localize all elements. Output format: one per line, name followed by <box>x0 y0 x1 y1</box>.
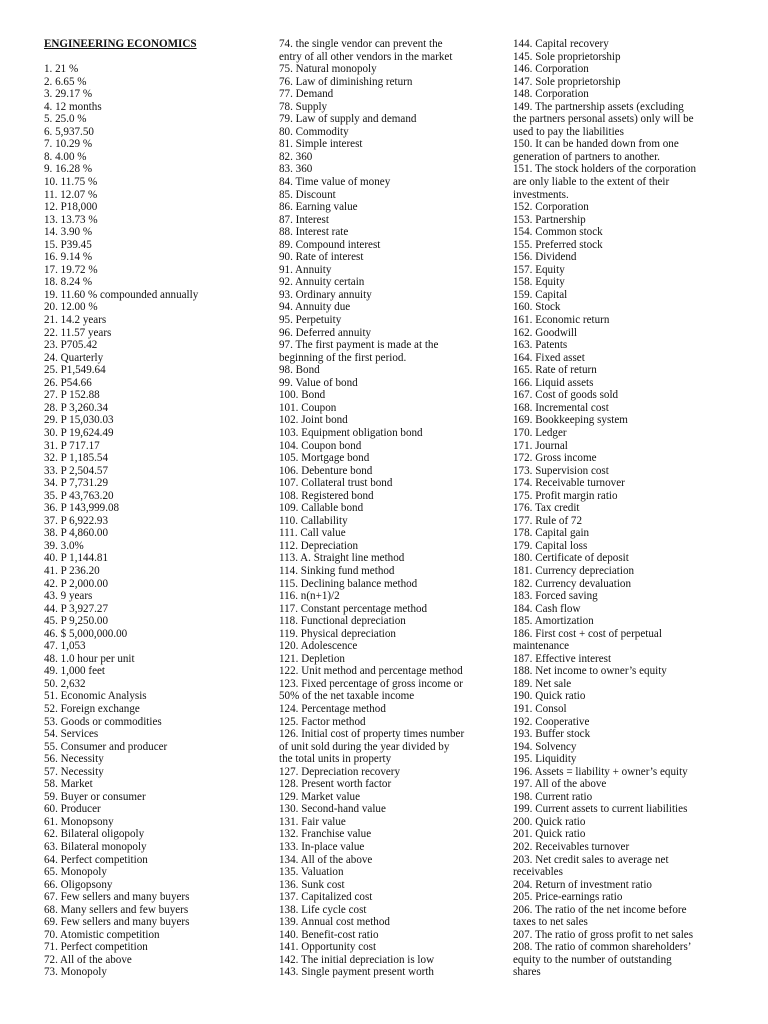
answer-line: 17. 19.72 % <box>44 263 98 276</box>
answer-line: 190. Quick ratio <box>513 690 586 703</box>
answer-line: 115. Declining balance method <box>279 577 418 590</box>
answer-line: 139. Annual cost method <box>279 916 390 929</box>
answer-line: 135. Valuation <box>279 866 344 879</box>
answer-line: 192. Cooperative <box>513 715 590 728</box>
answer-line: 179. Capital loss <box>513 539 588 552</box>
answer-line: 158. Equity <box>513 276 565 289</box>
answer-line: 34. P 7,731.29 <box>44 477 109 490</box>
answer-line: 75. Natural monopoly <box>279 63 377 76</box>
answer-line: 47. 1,053 <box>44 640 86 653</box>
answer-line: 178. Capital gain <box>513 527 590 540</box>
answer-line: 162. Goodwill <box>513 326 578 339</box>
answer-line: 137. Capitalized cost <box>279 891 373 904</box>
answer-line: 165. Rate of return <box>513 364 597 377</box>
answer-line: 50. 2,632 <box>44 677 86 690</box>
answer-line: 114. Sinking fund method <box>279 564 395 577</box>
column-3-lines <box>513 38 743 979</box>
answer-line: 136. Sunk cost <box>279 878 345 891</box>
answer-line: 69. Few sellers and many buyers <box>44 916 190 929</box>
answer-line: 20. 12.00 % <box>44 301 98 314</box>
answer-line: 187. Effective interest <box>513 652 612 665</box>
answer-line: 175. Profit margin ratio <box>513 489 618 502</box>
answer-line: 174. Receivable turnover <box>513 477 625 490</box>
answer-line: 101. Coupon <box>279 401 337 414</box>
answer-line: maintenance <box>513 640 570 653</box>
answer-line: 171. Journal <box>513 439 568 452</box>
answer-line: 79. Law of supply and demand <box>279 113 417 126</box>
answer-line: 141. Opportunity cost <box>279 941 377 954</box>
answer-line: investments. <box>513 188 569 201</box>
answer-line: 9. 16.28 % <box>44 163 93 176</box>
answer-line: 28. P 3,260.34 <box>44 401 109 414</box>
answer-line: 184. Cash flow <box>513 602 581 615</box>
answer-line: 2. 6.65 % <box>44 75 87 88</box>
answer-line: 60. Producer <box>44 803 101 816</box>
answer-line: 23. P705.42 <box>44 339 98 352</box>
answer-line: 164. Fixed asset <box>513 351 585 364</box>
answer-line: 100. Bond <box>279 389 326 402</box>
answer-column-3 <box>513 38 743 979</box>
answer-line: 204. Return of investment ratio <box>513 878 652 891</box>
answer-line: 129. Market value <box>279 790 361 803</box>
answer-line: 128. Present worth factor <box>279 778 392 791</box>
answer-line: 25. P1,549.64 <box>44 364 106 377</box>
answer-line: 30. P 19,624.49 <box>44 426 114 439</box>
answer-line: 24. Quarterly <box>44 351 104 364</box>
answer-line: 13. 13.73 % <box>44 213 98 226</box>
answer-line: 143. Single payment present worth <box>279 966 434 979</box>
answer-line: 26. P54.66 <box>44 376 92 389</box>
answer-line: 102. Joint bond <box>279 414 348 427</box>
answer-line: 42. P 2,000.00 <box>44 577 109 590</box>
answer-line: 97. The first payment is made at the <box>279 339 439 352</box>
answer-line: 172. Gross income <box>513 452 597 465</box>
answer-line: 118. Functional depreciation <box>279 615 406 628</box>
answer-line: 166. Liquid assets <box>513 376 594 389</box>
answer-line: 86. Earning value <box>279 201 358 214</box>
answer-line: 68. Many sellers and few buyers <box>44 903 189 916</box>
answer-line: 176. Tax credit <box>513 502 580 515</box>
answer-line: 173. Supervision cost <box>513 464 609 477</box>
answer-line: 19. 11.60 % compounded annually <box>44 288 199 301</box>
answer-line: 82. 360 <box>279 150 313 163</box>
answer-line: used to pay the liabilities <box>513 125 624 138</box>
answer-line: 116. n(n+1)/2 <box>279 590 340 603</box>
answer-line: 151. The stock holders of the corporation <box>513 163 697 176</box>
answer-line: 195. Liquidity <box>513 753 577 766</box>
answer-line: 85. Discount <box>279 188 336 201</box>
answer-line: 8. 4.00 % <box>44 150 87 163</box>
answer-line: 104. Coupon bond <box>279 439 362 452</box>
answer-line: 71. Perfect competition <box>44 941 148 954</box>
answer-line: 14. 3.90 % <box>44 226 93 239</box>
answer-line: 99. Value of bond <box>279 376 358 389</box>
answer-line: shares <box>513 966 541 979</box>
answer-line: 113. A. Straight line method <box>279 552 405 565</box>
answer-line: 110. Callability <box>279 514 348 527</box>
answer-line: 6. 5,937.50 <box>44 125 94 138</box>
answer-line: 18. 8.24 % <box>44 276 93 289</box>
answer-line: 16. 9.14 % <box>44 251 93 264</box>
answer-line: 32. P 1,185.54 <box>44 452 109 465</box>
answer-line: 119. Physical depreciation <box>279 627 396 640</box>
answer-line: 147. Sole proprietorship <box>513 75 621 88</box>
answer-line: 15. P39.45 <box>44 238 92 251</box>
answer-line: 87. Interest <box>279 213 329 226</box>
answer-line: 124. Percentage method <box>279 702 386 715</box>
answer-line: 43. 9 years <box>44 590 93 603</box>
answer-line: 39. 3.0% <box>44 539 84 552</box>
answer-line: 163. Patents <box>513 339 568 352</box>
answer-line: 140. Benefit-cost ratio <box>279 928 379 941</box>
answer-line: 111. Call value <box>279 527 346 540</box>
answer-line: 168. Incremental cost <box>513 401 609 414</box>
answer-line: 142. The initial depreciation is low <box>279 953 435 966</box>
answer-line: 180. Certificate of deposit <box>513 552 629 565</box>
answer-line: are only liable to the extent of their <box>513 176 670 189</box>
answer-line: 67. Few sellers and many buyers <box>44 891 190 904</box>
answer-line: 77. Demand <box>279 88 334 101</box>
answer-line: 146. Corporation <box>513 63 589 76</box>
answer-line: 203. Net credit sales to average net <box>513 853 669 866</box>
answer-line: 50% of the net taxable income <box>279 690 415 703</box>
answer-line: 45. P 9,250.00 <box>44 615 109 628</box>
answer-line: 107. Collateral trust bond <box>279 477 393 490</box>
answer-line: 78. Supply <box>279 100 328 113</box>
answer-line: 123. Fixed percentage of gross income or <box>279 677 463 690</box>
answer-line: 159. Capital <box>513 288 568 301</box>
answer-line: 70. Atomistic competition <box>44 928 160 941</box>
answer-line: 91. Annuity <box>279 263 332 276</box>
answer-line: 154. Common stock <box>513 226 603 239</box>
answer-line: 177. Rule of 72 <box>513 514 583 527</box>
answer-line: 196. Assets = liability + owner’s equity <box>513 765 688 778</box>
answer-line: 7. 10.29 % <box>44 138 93 151</box>
answer-line: 57. Necessity <box>44 765 104 778</box>
answer-line: 191. Consol <box>513 702 567 715</box>
answer-line: 89. Compound interest <box>279 238 381 251</box>
answer-line: 160. Stock <box>513 301 561 314</box>
answer-line: 132. Franchise value <box>279 828 372 841</box>
answer-line: 4. 12 months <box>44 100 102 113</box>
answer-line: 182. Currency devaluation <box>513 577 631 590</box>
answer-line: 201. Quick ratio <box>513 828 586 841</box>
answer-line: 12. P18,000 <box>44 201 98 214</box>
answer-line: 122. Unit method and percentage method <box>279 665 463 678</box>
answer-line: 64. Perfect competition <box>44 853 148 866</box>
answer-line: of unit sold during the year divided by <box>279 740 450 753</box>
answer-line: 90. Rate of interest <box>279 251 364 264</box>
answer-line: the partners personal assets) only will be <box>513 113 694 126</box>
answer-line: 153. Partnership <box>513 213 586 226</box>
answer-line: 183. Forced saving <box>513 590 598 603</box>
answer-line: 103. Equipment obligation bond <box>279 426 423 439</box>
answer-line: 80. Commodity <box>279 125 349 138</box>
answer-line: 56. Necessity <box>44 753 104 766</box>
answer-line: 188. Net income to owner’s equity <box>513 665 667 678</box>
answer-line: 54. Services <box>44 728 99 741</box>
answer-line: 88. Interest rate <box>279 226 349 239</box>
answer-line: 152. Corporation <box>513 201 589 214</box>
answer-line: 72. All of the above <box>44 953 132 966</box>
answer-line: 44. P 3,927.27 <box>44 602 109 615</box>
answer-line: 138. Life cycle cost <box>279 903 367 916</box>
answer-line: entry of all other vendors in the market <box>279 50 453 63</box>
answer-line: 48. 1.0 hour per unit <box>44 652 135 665</box>
answer-line: 1. 21 % <box>44 63 79 76</box>
answer-line: 5. 25.0 % <box>44 113 87 126</box>
answer-line: 117. Constant percentage method <box>279 602 428 615</box>
answer-line: 10. 11.75 % <box>44 176 98 189</box>
answer-line: 155. Preferred stock <box>513 238 603 251</box>
answer-line: 74. the single vendor can prevent the <box>279 38 443 50</box>
answer-line: 105. Mortgage bond <box>279 452 370 465</box>
answer-line: 200. Quick ratio <box>513 815 586 828</box>
answer-line: 92. Annuity certain <box>279 276 365 289</box>
answer-line: 185. Amortization <box>513 615 594 628</box>
answer-line: taxes to net sales <box>513 916 588 929</box>
answer-line: the total units in property <box>279 753 392 766</box>
answer-line: 202. Receivables turnover <box>513 841 630 853</box>
answer-line: 49. 1,000 feet <box>44 665 105 678</box>
answer-line: 170. Ledger <box>513 426 567 439</box>
answer-line: 156. Dividend <box>513 251 577 264</box>
answer-line: 22. 11.57 years <box>44 326 112 339</box>
answer-line: 145. Sole proprietorship <box>513 50 621 63</box>
answer-line: 208. The ratio of common shareholders’ <box>513 941 692 954</box>
answer-line: 189. Net sale <box>513 677 572 690</box>
answer-line: 61. Monopsony <box>44 815 114 828</box>
answer-line: 169. Bookkeeping system <box>513 414 628 427</box>
answer-line: 29. P 15,030.03 <box>44 414 114 427</box>
answer-line: 53. Goods or commodities <box>44 715 162 728</box>
answer-line: 130. Second-hand value <box>279 803 386 816</box>
answer-line: 36. P 143,999.08 <box>44 502 120 515</box>
answer-line: 65. Monopoly <box>44 866 107 879</box>
answer-line: 27. P 152.88 <box>44 389 100 402</box>
answer-line: 83. 360 <box>279 163 313 176</box>
answer-line: 98. Bond <box>279 364 320 377</box>
answer-column-2 <box>279 38 509 979</box>
answer-line: 58. Market <box>44 778 93 791</box>
answer-line: receivables <box>513 866 563 879</box>
answer-line: 205. Price-earnings ratio <box>513 891 623 904</box>
answer-line: 76. Law of diminishing return <box>279 75 413 88</box>
answer-line: 148. Corporation <box>513 88 589 101</box>
answer-line: 167. Cost of goods sold <box>513 389 619 402</box>
answer-line: 93. Ordinary annuity <box>279 288 372 301</box>
answer-line: 11. 12.07 % <box>44 188 98 201</box>
answer-line: 161. Economic return <box>513 314 610 327</box>
answer-line: 134. All of the above <box>279 853 373 866</box>
answer-line: 59. Buyer or consumer <box>44 790 146 803</box>
answer-line: 106. Debenture bond <box>279 464 373 477</box>
answer-line: 21. 14.2 years <box>44 314 107 327</box>
answer-line: 181. Currency depreciation <box>513 564 635 577</box>
answer-line: 62. Bilateral oligopoly <box>44 828 145 841</box>
answer-line: 193. Buffer stock <box>513 728 591 741</box>
column-2-lines <box>279 38 509 979</box>
answer-line: equity to the number of outstanding <box>513 953 672 966</box>
answer-line: 197. All of the above <box>513 778 607 791</box>
answer-line: 127. Depreciation recovery <box>279 765 401 778</box>
answer-line: 37. P 6,922.93 <box>44 514 109 527</box>
column-1-lines <box>44 63 274 979</box>
answer-line: 120. Adolescence <box>279 640 358 653</box>
answer-line: 66. Oligopsony <box>44 878 113 891</box>
answer-line: 198. Current ratio <box>513 790 593 803</box>
answer-line: 186. First cost + cost of perpetual <box>513 627 662 640</box>
answer-line: 157. Equity <box>513 263 565 276</box>
answer-column-1 <box>44 38 274 979</box>
answer-line: 126. Initial cost of property times number <box>279 728 465 741</box>
answer-line: 199. Current assets to current liabilities <box>513 803 688 816</box>
page-title: ENGINEERING ECONOMICS <box>44 38 197 50</box>
answer-line: 150. It can be handed down from one <box>513 138 679 151</box>
answer-line: 149. The partnership assets (excluding <box>513 100 684 113</box>
answer-line: 108. Registered bond <box>279 489 374 502</box>
answer-line: 121. Depletion <box>279 652 345 665</box>
answer-line: 38. P 4,860.00 <box>44 527 109 540</box>
answer-line: 96. Deferred annuity <box>279 326 372 339</box>
answer-line: 112. Depreciation <box>279 539 359 552</box>
answer-line: 81. Simple interest <box>279 138 363 151</box>
answer-line: 95. Perpetuity <box>279 314 342 327</box>
answer-line: 55. Consumer and producer <box>44 740 168 753</box>
answer-line: 131. Fair value <box>279 815 346 828</box>
answer-line: 31. P 717.17 <box>44 439 100 452</box>
answer-line: 46. $ 5,000,000.00 <box>44 627 128 640</box>
answer-line: beginning of the first period. <box>279 351 407 364</box>
answer-line: 125. Factor method <box>279 715 366 728</box>
answer-line: 3. 29.17 % <box>44 88 93 101</box>
answer-line: 63. Bilateral monopoly <box>44 841 147 853</box>
answer-line: 41. P 236.20 <box>44 564 100 577</box>
answer-line: 35. P 43,763.20 <box>44 489 114 502</box>
answer-line: 73. Monopoly <box>44 966 107 979</box>
answer-line: 109. Callable bond <box>279 502 364 515</box>
answer-line: 52. Foreign exchange <box>44 702 140 715</box>
answer-line: 194. Solvency <box>513 740 577 753</box>
answer-line: 51. Economic Analysis <box>44 690 147 703</box>
answer-line: 133. In-place value <box>279 841 365 853</box>
answer-line: 144. Capital recovery <box>513 38 609 50</box>
answer-line: 33. P 2,504.57 <box>44 464 109 477</box>
answer-line: 206. The ratio of the net income before <box>513 903 687 916</box>
answer-line: generation of partners to another. <box>513 150 660 163</box>
answer-line: 94. Annuity due <box>279 301 351 314</box>
answer-line: 207. The ratio of gross profit to net sales <box>513 928 694 941</box>
answer-line: 84. Time value of money <box>279 176 391 189</box>
answer-line: 40. P 1,144.81 <box>44 552 109 565</box>
